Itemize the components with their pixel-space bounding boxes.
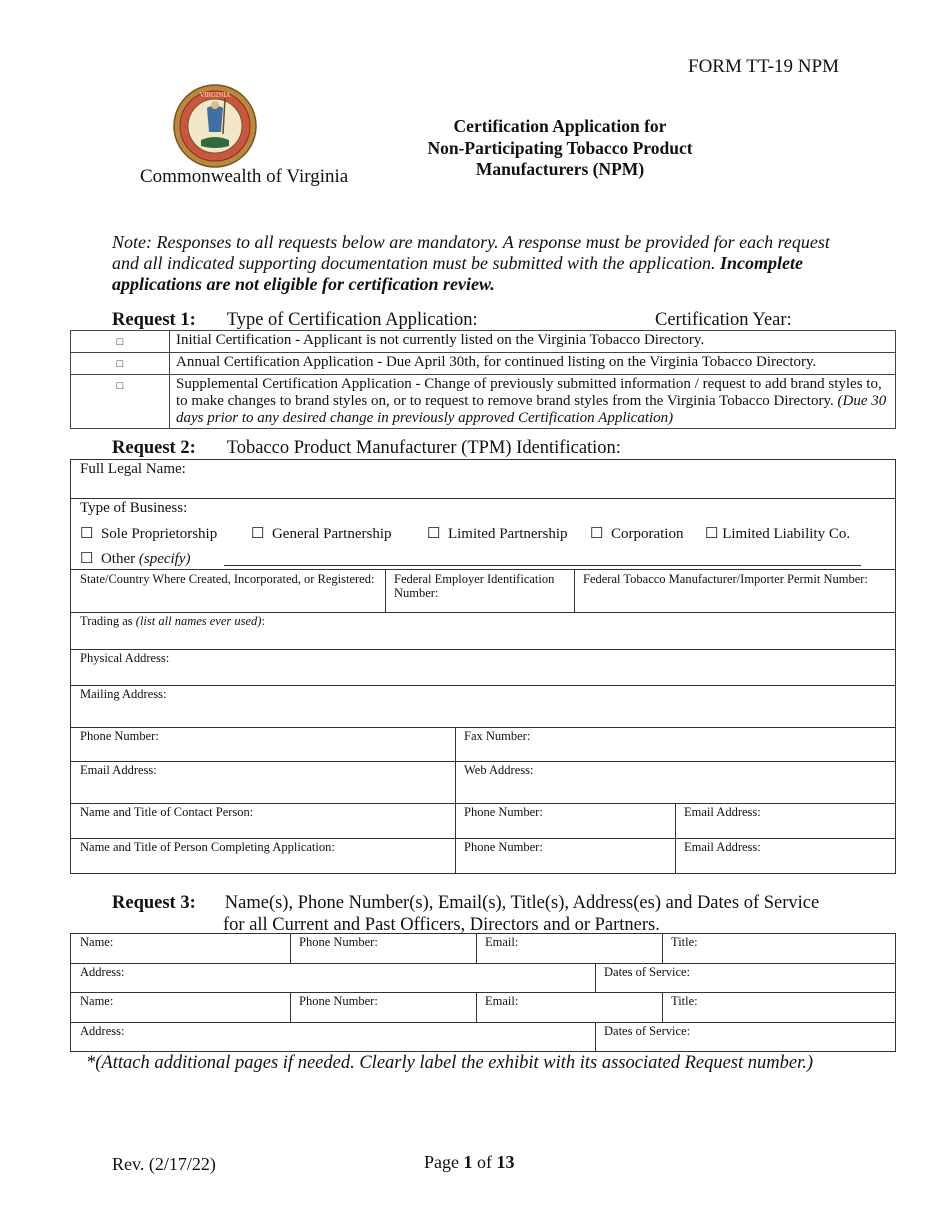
page-number [424, 1152, 515, 1173]
officer-2-title-label: Title: [671, 994, 698, 1008]
officer-2-name-field[interactable] [70, 992, 291, 1023]
state-country-field[interactable] [70, 569, 386, 613]
limited-partnership-option[interactable]: ☐ Limited Partnership [427, 526, 568, 542]
phone-number-label: Phone Number: [80, 729, 159, 743]
completing-email-field[interactable] [675, 838, 896, 874]
officer-1-dates-field[interactable] [595, 963, 896, 993]
officer-1-address-field[interactable] [70, 963, 596, 993]
officer-1-phone-label: Phone Number: [299, 935, 378, 949]
supplemental-certification-text: Supplemental Certification Application - Change of previously submitted information / request to add brand styles to, to make changes to brand styles on, or to request to remove brand styles from the Virginia Tobacco Directory. [176, 376, 882, 409]
physical-address-label: Physical Address: [80, 651, 170, 665]
limited-partnership-label: Limited Partnership [447, 526, 568, 542]
completing-email-label: Email Address: [684, 840, 761, 854]
officer-1-name-field[interactable] [70, 933, 291, 964]
contact-phone-label: Phone Number: [464, 805, 543, 819]
request-2-title: Tobacco Product Manufacturer (TPM) Identification: [226, 438, 621, 458]
initial-certification-text: Initial Certification - Applicant is not currently listed on the Virginia Tobacco Directory. [170, 331, 896, 353]
officer-2-email-field[interactable] [476, 992, 663, 1023]
agency-name: Commonwealth of Virginia [140, 166, 349, 187]
table-row [71, 353, 896, 375]
full-legal-name-label: Full Legal Name: [80, 461, 186, 477]
officer-2-phone-field[interactable] [290, 992, 477, 1023]
officer-2-name-label: Name: [80, 994, 114, 1008]
general-partnership-option[interactable]: ☐ General Partnership [251, 526, 392, 542]
note-text: Note: Responses to all requests below are mandatory. A response must be provided for each request and all indicated supporting documentation must be submitted with the application. [112, 232, 830, 273]
contact-person-field[interactable] [70, 803, 456, 839]
officer-1-title-field[interactable] [662, 933, 896, 964]
completing-person-field[interactable] [70, 838, 456, 874]
certification-year-label: Certification Year: [655, 310, 792, 330]
revision-date: Rev. (2/17/22) [112, 1154, 216, 1174]
attach-pages-note: *(Attach additional pages if needed. Clearly label the exhibit with its associated Request number.) [86, 1053, 814, 1073]
type-of-business-label: Type of Business: [80, 500, 188, 516]
title-line-3: Manufacturers (NPM) [475, 159, 645, 179]
officer-2-phone-label: Phone Number: [299, 994, 378, 1008]
other-specify-label: (specify) [138, 551, 191, 567]
page-total: 13 [496, 1152, 515, 1172]
trading-as-label: Trading as (list all names ever used): [80, 614, 265, 628]
phone-number-field[interactable] [70, 727, 456, 762]
sole-proprietorship-option[interactable]: ☐ Sole Proprietorship [80, 526, 218, 542]
officer-1-email-label: Email: [485, 935, 519, 949]
contact-phone-field[interactable] [455, 803, 676, 839]
annual-certification-checkbox[interactable]: □ [71, 353, 170, 375]
table-row [71, 375, 896, 429]
request-3-title-line-1: Name(s), Phone Number(s), Email(s), Title(s), Address(es) and Dates of Service [224, 893, 820, 913]
officer-2-dates-field[interactable] [595, 1022, 896, 1052]
page-current: 1 [463, 1152, 473, 1172]
other-specify-line[interactable] [224, 565, 861, 566]
page-word: Page [424, 1152, 459, 1172]
officer-1-email-field[interactable] [476, 933, 663, 964]
supplemental-certification-checkbox[interactable]: □ [71, 375, 170, 429]
officer-2-email-label: Email: [485, 994, 519, 1008]
state-country-label: State/Country Where Created, Incorporated, or Registered: [80, 572, 375, 586]
other-option[interactable]: ☐ Other (specify) [80, 551, 191, 567]
type-of-business-section [70, 498, 896, 570]
trading-as-text: Trading as [80, 614, 133, 628]
officer-1-title-label: Title: [671, 935, 698, 949]
request-2-heading [112, 438, 621, 459]
officer-2-address-field[interactable] [70, 1022, 596, 1052]
title-line-2: Non-Participating Tobacco Product [427, 137, 693, 158]
request-1-heading [112, 310, 478, 331]
officer-2-address-label: Address: [80, 1024, 125, 1038]
annual-certification-text: Annual Certification Application - Due April 30th, for continued listing on the Virginia Tobacco Directory. [170, 353, 896, 375]
federal-permit-field[interactable] [574, 569, 896, 613]
general-partnership-label: General Partnership [271, 526, 392, 542]
fein-label: Federal Employer Identification Number: [394, 572, 555, 600]
seal-text: VIRGINIA [199, 92, 231, 99]
request-3-label: Request 3: [112, 893, 196, 913]
trading-as-note: (list all names ever used) [135, 614, 262, 628]
llc-label: Limited Liability Co. [722, 526, 851, 542]
completing-phone-field[interactable] [455, 838, 676, 874]
request-1-title: Type of Certification Application: [226, 310, 478, 330]
fein-field[interactable] [385, 569, 575, 613]
other-label: Other [100, 551, 136, 567]
note-bold-text: Incomplete applications are not eligible for certification review. [112, 253, 803, 294]
officer-1-name-label: Name: [80, 935, 114, 949]
table-row [71, 331, 896, 353]
mailing-address-field[interactable] [70, 685, 896, 728]
form-code: FORM TT-19 NPM [688, 56, 839, 77]
supplemental-certification-cell [170, 375, 896, 429]
email-address-field[interactable] [70, 761, 456, 804]
initial-certification-checkbox[interactable]: □ [71, 331, 170, 353]
trading-as-field[interactable] [70, 612, 896, 650]
certification-type-table [70, 330, 896, 429]
email-address-label: Email Address: [80, 763, 157, 777]
request-2-label: Request 2: [112, 438, 196, 458]
supplemental-certification-note: (Due 30 days prior to any desired change in previously approved Certification Application) [176, 393, 887, 426]
mandatory-note [112, 232, 832, 295]
officer-1-dates-label: Dates of Service: [604, 965, 691, 979]
sole-proprietorship-label: Sole Proprietorship [100, 526, 218, 542]
page-title [400, 116, 720, 181]
llc-option[interactable]: ☐ Limited Liability Co. [705, 526, 851, 542]
title-line-1: Certification Application for [453, 116, 667, 136]
virginia-state-seal-icon [173, 84, 257, 168]
corporation-label: Corporation [610, 526, 684, 542]
contact-person-label: Name and Title of Contact Person: [80, 805, 254, 819]
officer-2-title-field[interactable] [662, 992, 896, 1023]
request-3-heading [112, 892, 819, 936]
physical-address-field[interactable] [70, 649, 896, 686]
fax-number-field[interactable] [455, 727, 896, 762]
page-of: of [477, 1152, 492, 1172]
officer-2-dates-label: Dates of Service: [604, 1024, 691, 1038]
completing-person-label: Name and Title of Person Completing Application: [80, 840, 335, 854]
contact-email-label: Email Address: [684, 805, 761, 819]
request-3-title-line-2: for all Current and Past Officers, Directors and or Partners. [223, 915, 660, 935]
full-legal-name-field[interactable] [70, 459, 896, 499]
mailing-address-label: Mailing Address: [80, 687, 167, 701]
corporation-option[interactable]: ☐ Corporation [590, 526, 684, 542]
contact-email-field[interactable] [675, 803, 896, 839]
completing-phone-label: Phone Number: [464, 840, 543, 854]
request-1-label: Request 1: [112, 310, 196, 330]
officer-1-address-label: Address: [80, 965, 125, 979]
federal-permit-label: Federal Tobacco Manufacturer/Importer Permit Number: [583, 572, 868, 586]
web-address-label: Web Address: [464, 763, 534, 777]
officer-1-phone-field[interactable] [290, 933, 477, 964]
web-address-field[interactable] [455, 761, 896, 804]
fax-number-label: Fax Number: [464, 729, 531, 743]
